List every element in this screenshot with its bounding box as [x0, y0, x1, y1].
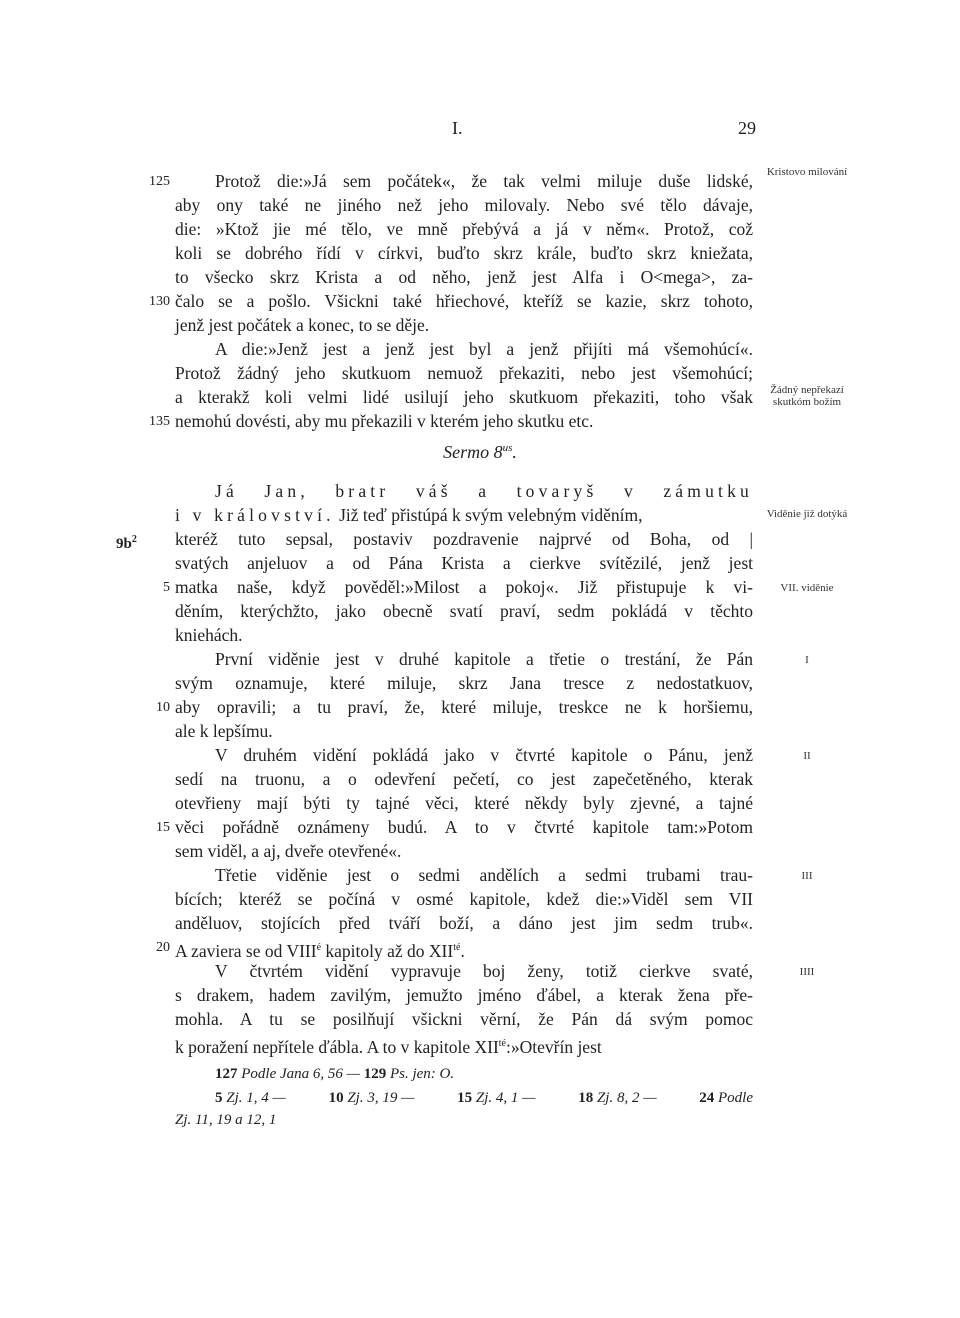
text-line: aby opravili; a tu praví, že, které miluje, treskce ne k horšiemu,	[175, 697, 753, 717]
superscript: té	[453, 942, 461, 953]
footnote-item	[215, 1088, 286, 1108]
text-line: Já Jan, bratr váš a tovaryš v zámutku	[215, 481, 753, 501]
heading-sup: us	[502, 442, 513, 454]
text-line: Protož die:»Já sem počátek«, že tak velmi miluje duše lidské,	[215, 171, 753, 191]
line-number: 5	[163, 580, 170, 595]
footnote-text: Podle	[718, 1090, 753, 1106]
text-line: věci pořádně oznámeny budú. A to v čtvrté kapitole tam:»Potom	[175, 817, 753, 837]
page-number: 29	[738, 118, 756, 138]
text-fragment: kapitoly až do XII	[321, 940, 454, 961]
text-line: První viděnie jest v druhé kapitole a třetie o trestání, že Pán	[215, 649, 753, 669]
footnote-text: Ps. jen: O.	[389, 1066, 455, 1082]
text-fragment: .	[460, 940, 465, 961]
margin-note: I	[805, 654, 809, 666]
text-line: matka naše, když pověděl:»Milost a pokoj«. Již přistupuje k vi-	[175, 577, 753, 597]
margin-note: Viděnie již dotýká	[766, 508, 848, 520]
text-line: mohla. A tu se posilňují všickni věrní, že Pán dá svým pomoc	[175, 1009, 753, 1029]
margin-note: Kristovo milování	[766, 166, 848, 178]
margin-note: III	[801, 870, 813, 882]
footnote-ref: 24	[699, 1090, 715, 1106]
footnote-text: Zj. 1, 4 —	[226, 1090, 286, 1106]
text-line	[175, 504, 753, 527]
text-line: a kterakž koli velmi lidé usilují jeho skutkuom překaziti, toho však	[175, 387, 753, 407]
folio-base: 9b	[116, 536, 132, 552]
text-line: A die:»Jenž jest a jenž jest byl a jenž přijíti má všemohúcí«.	[215, 339, 753, 359]
text-line: nemohú dovésti, aby mu překazili v kterém jeho skutku etc.	[175, 411, 594, 431]
text-line: V druhém vidění pokládá jako v čtvrté kapitole o Pánu, jenž	[215, 745, 753, 765]
text-line	[175, 936, 753, 963]
text-line: Protož žádný jeho skutkuom nemuož překaziti, nebo jest všemohúcí;	[175, 363, 753, 383]
running-head	[0, 118, 960, 142]
text-line: kniehách.	[175, 625, 243, 645]
footnote-text: Podle Jana 6, 56 —	[241, 1066, 360, 1082]
margin-note: Žádný nepřekazí skutkóm božím	[770, 384, 844, 408]
text-line: bících; kteréž se počíná v osmé kapitole, kdež die:»Viděl sem VII	[175, 889, 753, 909]
text-line	[175, 1032, 753, 1059]
text-line: sedí na truonu, a o odevření pečetí, co jest zapečetěného, kterak	[175, 769, 753, 789]
folio-sup: 2	[131, 534, 137, 545]
footnote-ref: 127	[215, 1066, 238, 1082]
text-line: aby ony také ne jiného než jeho milovaly. Nebo své tělo dávaje,	[175, 195, 753, 215]
footnote-item	[329, 1088, 415, 1108]
footnote-line	[215, 1088, 753, 1108]
line-number: 15	[156, 820, 170, 835]
line-number: 130	[149, 294, 170, 309]
text-line: otevřieny mají býti ty tajné věci, které někdy byly zjevné, a tajné	[175, 793, 753, 813]
text-line: to všecko skrz Krista a od něho, jenž jest Alfa i O<mega>, za-	[175, 267, 753, 287]
superscript: é	[316, 942, 322, 953]
footnote-text: Zj. 3, 19 —	[347, 1090, 415, 1106]
text-line: anděluov, stojících před tváří boží, a dáno jest jim sedm trub«.	[175, 913, 753, 933]
footnote-item	[457, 1088, 535, 1108]
text-line: jenž jest počátek a konec, to se děje.	[175, 315, 430, 335]
footnote-item	[699, 1088, 753, 1108]
line-number: 20	[156, 940, 170, 955]
footnote-text: Zj. 11, 19 a 12, 1	[175, 1112, 277, 1128]
text-line: s drakem, hadem zavilým, jemužto jméno ďábel, a kterak žena pře-	[175, 985, 753, 1005]
footnote-text: Zj. 4, 1 —	[475, 1090, 536, 1106]
heading-text: Sermo 8	[443, 442, 503, 462]
line-number: 125	[149, 174, 170, 189]
margin-note: II	[803, 750, 811, 762]
heading-dot: .	[512, 442, 517, 462]
text-line: děním, kterýchžto, jako obecně svatí praví, sedm pokládá v těchto	[175, 601, 753, 621]
text-fragment: A zaviera se od VIII	[175, 940, 317, 961]
margin-note: VII. viděnie	[780, 582, 834, 594]
footnote-item	[578, 1088, 656, 1108]
line-number: 10	[156, 700, 170, 715]
footnote-line	[215, 1064, 454, 1084]
footnote-ref: 15	[457, 1090, 473, 1106]
text-line: Třetie viděnie jest o sedmi andělích a sedmi trubami trau-	[215, 865, 753, 885]
text-line: čalo se a pošlo. Všickni také hřiechové, kteříž se kazie, skrz tohoto,	[175, 291, 753, 311]
section-heading	[0, 442, 960, 463]
section-number: I.	[452, 118, 463, 138]
text-fragment: :»Otevřín jest	[506, 1036, 602, 1057]
footnote-ref: 18	[578, 1090, 594, 1106]
text-line: die: »Ktož jie mé tělo, ve mně přebývá a já v něm«. Protož, což	[175, 219, 753, 239]
line-number: 135	[149, 414, 170, 429]
text-line: svým oznamuje, které miluje, skrz Jana tresce z nedostatkuov,	[175, 673, 753, 693]
footnote-line	[175, 1110, 276, 1130]
footnote-text: Zj. 8, 2 —	[596, 1090, 657, 1106]
text-fragment: k poražení nepřítele ďábla. A to v kapitole XII	[175, 1036, 499, 1057]
text-line: koli se dobrého řídí v církvi, buďto skrz krále, buďto skrz kniežata,	[175, 243, 753, 263]
margin-note: IIII	[799, 966, 815, 978]
text-line: sem viděl, a aj, dveře otevřené«.	[175, 841, 402, 861]
text-line: ale k lepšímu.	[175, 721, 273, 741]
footnote-ref: 129	[363, 1066, 387, 1082]
superscript: té	[498, 1038, 506, 1049]
text-line: V čtvrtém vidění vypravuje boj ženy, totiž cierkve svaté,	[215, 961, 753, 981]
footnote-ref: 5	[215, 1090, 223, 1106]
footnote-ref: 10	[328, 1090, 344, 1106]
text-fragment: i v království.	[175, 505, 335, 525]
text-fragment: Již teď přistúpá k svým velebným viděním,	[334, 505, 643, 525]
text-line: kteréž tuto sepsal, postaviv pozdravenie najprvé od Boha, od |	[175, 529, 753, 549]
manuscript-folio-mark	[116, 528, 137, 556]
text-line: svatých anjeluov a od Pána Krista a cierkve svítězilé, jenž jest	[175, 553, 753, 573]
